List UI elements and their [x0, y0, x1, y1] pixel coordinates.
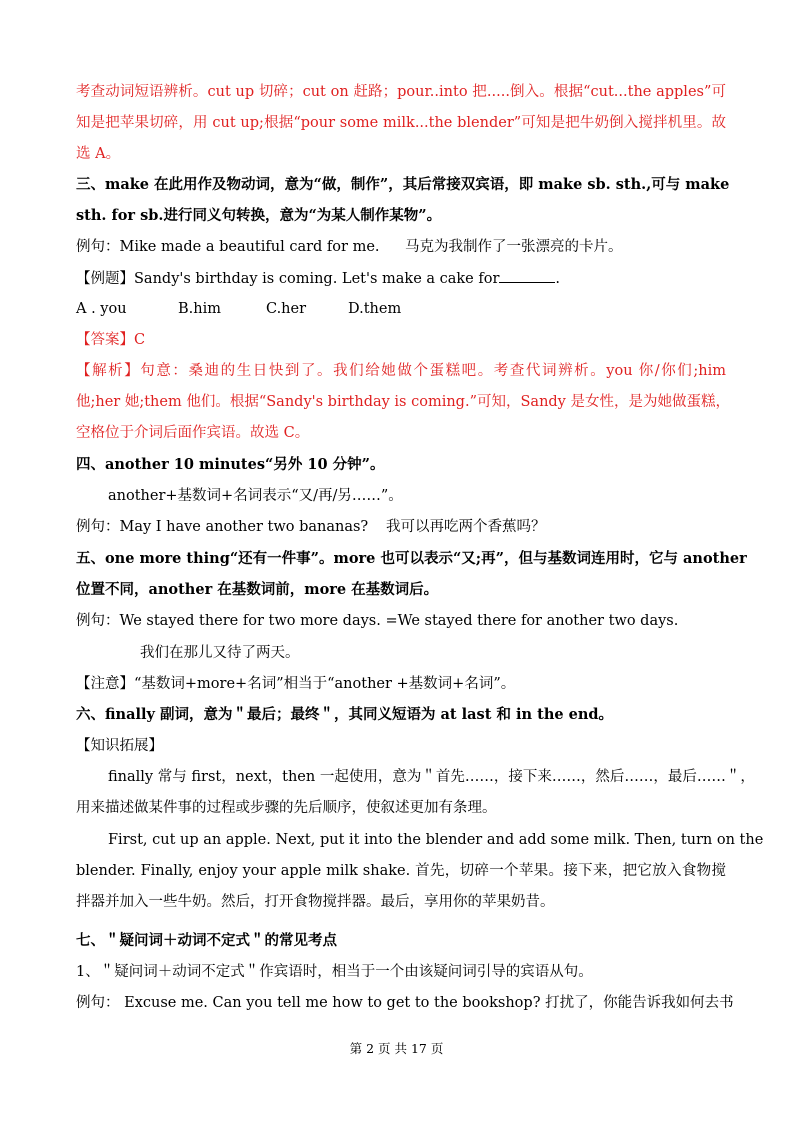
option-b: B.him [178, 301, 221, 317]
section-4-heading: 四、another 10 minutes“另外 10 分钟”。 [76, 456, 385, 473]
example-english: 例句：Mike made a beautiful card for me. [76, 239, 380, 255]
section-4-rule: another+基数词+名词表示“又/再/另……”。 [108, 488, 403, 504]
section-6-heading: 六、finally 副词，意为＂最后；最终＂，其同义短语为 at last 和 in the end。 [76, 706, 614, 723]
exercise-question [76, 268, 726, 289]
note-line: 【注意】“基数词+more+名词”相当于“another +基数词+名词”。 [76, 676, 516, 692]
exercise-question-end: . [555, 271, 561, 287]
example-para-line-3: 拌器并加入一些牛奶。然后，打开食物搅拌器。最后，享用你的苹果奶昔。 [76, 894, 555, 910]
example-sentence-3: 例句：We stayed there for two more days. =We stayed there for another two days. [76, 613, 679, 629]
knowledge-extension-label: 【知识拓展】 [76, 738, 163, 754]
answer-blank [499, 268, 555, 283]
section-7-heading: 七、＂疑问词＋动词不定式＂的常见考点 [76, 932, 337, 949]
explanation-line-2: 他;her 她;them 他们。根据“Sandy's birthday is coming.”可知，Sandy 是女性，是为她做蛋糕， [76, 394, 730, 410]
section-5-heading-line-1: 五、one more thing“还有一件事”。more 也可以表示“又;再”，但与基数词连用时，它与 another [76, 550, 747, 567]
explanation-line-1: 【解析】句意：桑迪的生日快到了。我们给她做个蛋糕吧。考查代词辨析。you 你/你们;him [76, 363, 726, 379]
extension-para-line-2: 用来描述做某件事的过程或步骤的先后顺序，使叙述更加有条理。 [76, 800, 497, 816]
section-7-point-1: 1、＂疑问词＋动词不定式＂作宾语时，相当于一个由该疑问词引导的宾语从句。 [76, 964, 593, 980]
example-para-line-2: blender. Finally, enjoy your apple milk shake. 首先，切碎一个苹果。接下来，把它放入食物搅 [76, 863, 726, 879]
example-sentence-row-2 [76, 517, 726, 537]
example-chinese-2: 我可以再吃两个香蕉吗？ [386, 519, 546, 535]
example-sentence-row [76, 237, 726, 257]
section-3-heading-line-2: sth. for sb.进行同义句转换，意为“为某人制作某物”。 [76, 207, 442, 224]
option-d: D.them [348, 301, 402, 317]
example-para-line-1: First, cut up an apple. Next, put it into the blender and add some milk. Then, turn on the [108, 832, 764, 848]
section-5-heading-line-2: 位置不同，another 在基数词前，more 在基数词后。 [76, 581, 439, 598]
exercise-question-text: 【例题】Sandy's birthday is coming. Let's make a cake for [76, 271, 500, 287]
example-translation-3: 我们在那儿又待了两天。 [140, 645, 300, 661]
example-english-2: 例句：May I have another two bananas? [76, 519, 369, 535]
page-footer: 第 2 页 共 17 页 [349, 1041, 444, 1056]
analysis-line-1: 考查动词短语辨析。cut up 切碎；cut on 赶路；pour..into 把.....倒入。根据“cut...the apples”可 [76, 84, 726, 100]
analysis-line-3: 选 A。 [76, 146, 121, 162]
example-sentence-4: 例句： Excuse me. Can you tell me how to get to the bookshop? 打扰了，你能告诉我如何去书 [76, 995, 734, 1011]
explanation-line-3: 空格位于介词后面作宾语。故选 C。 [76, 425, 310, 441]
analysis-line-2: 知是把苹果切碎，用 cut up;根据“pour some milk...the blender”可知是把牛奶倒入搅拌机里。故 [76, 115, 726, 131]
extension-para-line-1: finally 常与 first，next，then 一起使用，意为＂首先……，接下来……，然后……，最后……＂， [108, 769, 755, 785]
option-a: A . you [76, 301, 127, 317]
section-3-heading-line-1: 三、make 在此用作及物动词，意为“做，制作”，其后常接双宾语，即 make sb. sth.,可与 make [76, 176, 730, 193]
option-c: C.her [266, 301, 307, 317]
answer-line: 【答案】C [76, 332, 146, 348]
example-chinese: 马克为我制作了一张漂亮的卡片。 [405, 239, 623, 255]
